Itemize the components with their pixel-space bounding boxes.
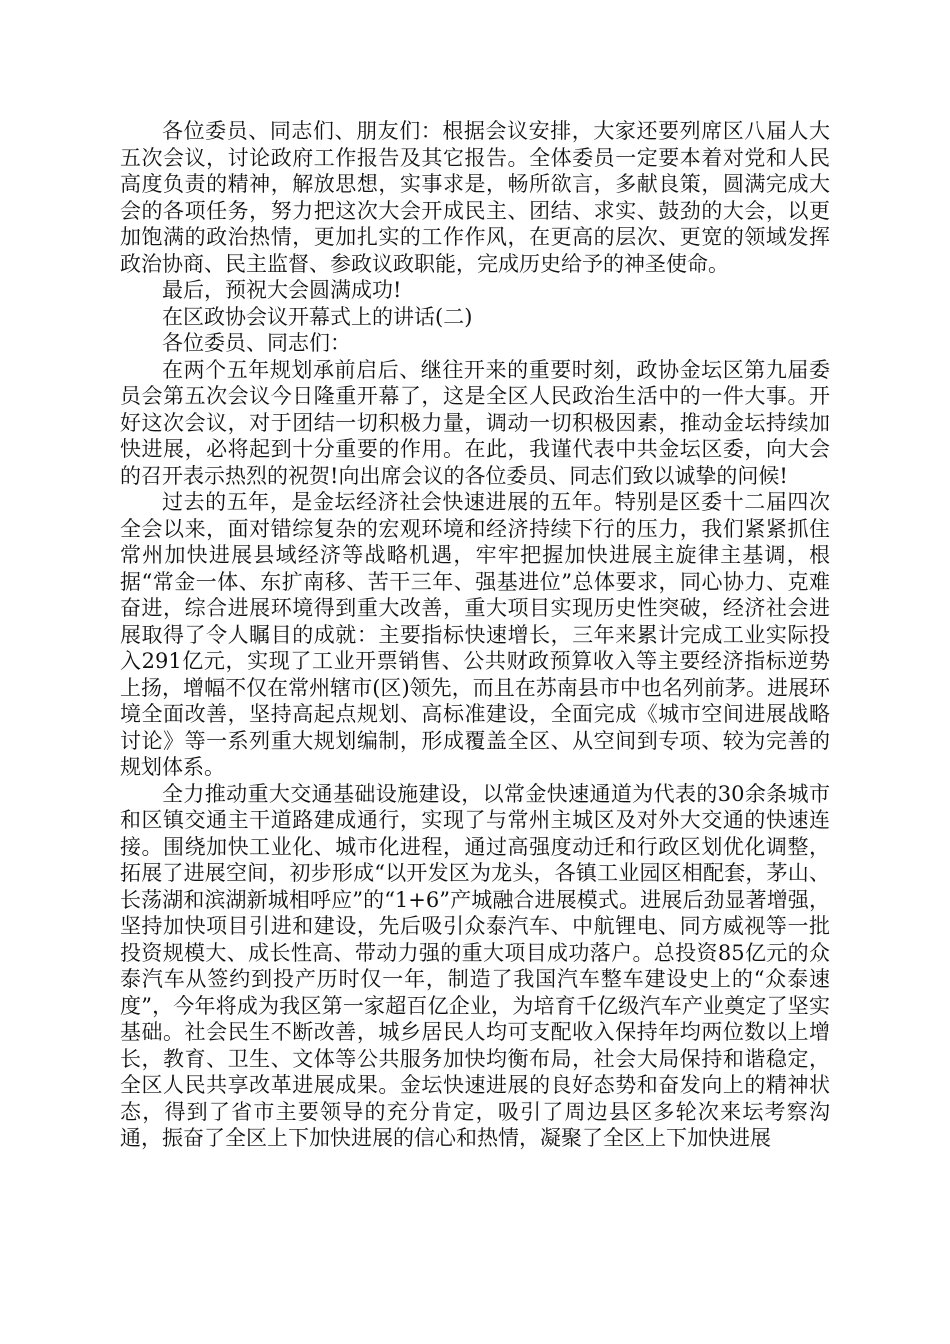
paragraph-infrastructure: 全力推动重大交通基础设施建设，以常金快速通道为代表的30余条城市和区镇交通主干道路建成通行，实现了与常州主城区及对外大交通的快速连接。围绕加快工业化、城市化进程，通过高强度动迁和行政区划优化调整，拓展了进展空间，初步形成“以开发区为龙头，各镇工业园区相配套，茅山、长荡湖和滨湖新城相呼应”的“1+6”产城融合进展模式。进展后劲显著增强，坚持加快项目引进和建设，先后吸引众泰汽车、中航锂电、同方威视等一批投资规模大、成长性高、带动力强的重大项目成功落户。总投资85亿元的众泰汽车从签约到投产历时仅一年，制造了我国汽车整车建设史上的“众泰速度”，今年将成为我区第一家超百亿企业，为培育千亿级汽车产业奠定了坚实基础。社会民生不断改善，城乡居民人均可支配收入保持年均两位数以上增长，教育、卫生、文体等公共服务加快均衡布局，社会大局保持和谐稳定，全区人民共享改革进展成果。金坛快速进展的良好态势和奋发向上的精神状态，得到了省市主要领导的充分肯定，吸引了周边县区多轮次来坛考察沟通，振奋了全区上下加快进展的信心和热情，凝聚了全区上下加快进展 [120, 781, 830, 1150]
document-body [120, 118, 830, 1152]
paragraph-past-five-years: 过去的五年，是金坛经济社会快速进展的五年。特别是区委十二届四次全会以来，面对错综复杂的宏观环境和经济持续下行的压力，我们紧紧抓住常州加快进展县域经济等战略机遇，牢牢把握加快进展主旋律主基调，根据“常金一体、东扩南移、苦干三年、强基进位”总体要求，同心协力、克难奋进，综合进展环境得到重大改善，重大项目实现历史性突破，经济社会进展取得了令人瞩目的成就：主要指标快速增长，三年来累计完成工业实际投入291亿元，实现了工业开票销售、公共财政预算收入等主要经济指标逆势上扬，增幅不仅在常州辖市(区)领先，而且在苏南县市中也名列前茅。进展环境全面改善，坚持高起点规划、高标准建设，全面完成《城市空间进展战略讨论》等一系列重大规划编制，形成覆盖全区、从空间到专项、较为完善的规划体系。 [120, 490, 830, 779]
salutation: 各位委员、同志们： [162, 331, 351, 355]
paragraph-closing-remarks: 各位委员、同志们、朋友们：根据会议安排，大家还要列席区八届人大五次会议，讨论政府工作报告及其它报告。全体委员一定要本着对党和人民高度负责的精神，解放思想，实事求是，畅所欲言，多献良策，圆满完成大会的各项任务，努力把这次大会开成民主、团结、求实、鼓劲的大会，以更加饱满的政治热情，更加扎实的工作作风，在更高的层次、更宽的领域发挥政治协商、民主监督、参政议政职能，完成历史给予的神圣使命。 [120, 119, 830, 276]
section-title: 在区政协会议开幕式上的讲话(二) [162, 304, 473, 329]
paragraph-opening: 在两个五年规划承前启后、继往开来的重要时刻，政协金坛区第九届委员会第五次会议今日隆重开幕了，这是全区人民政治生活中的一件大事。开好这次会议，对于团结一切积极力量，调动一切积极因素，推动金坛持续加快进展，必将起到十分重要的作用。在此，我谨代表中共金坛区委，向大会的召开表示热烈的祝贺!向出席会议的各位委员、同志们致以诚挚的问候! [120, 357, 830, 488]
paragraph-final-wish: 最后，预祝大会圆满成功! [162, 278, 402, 302]
